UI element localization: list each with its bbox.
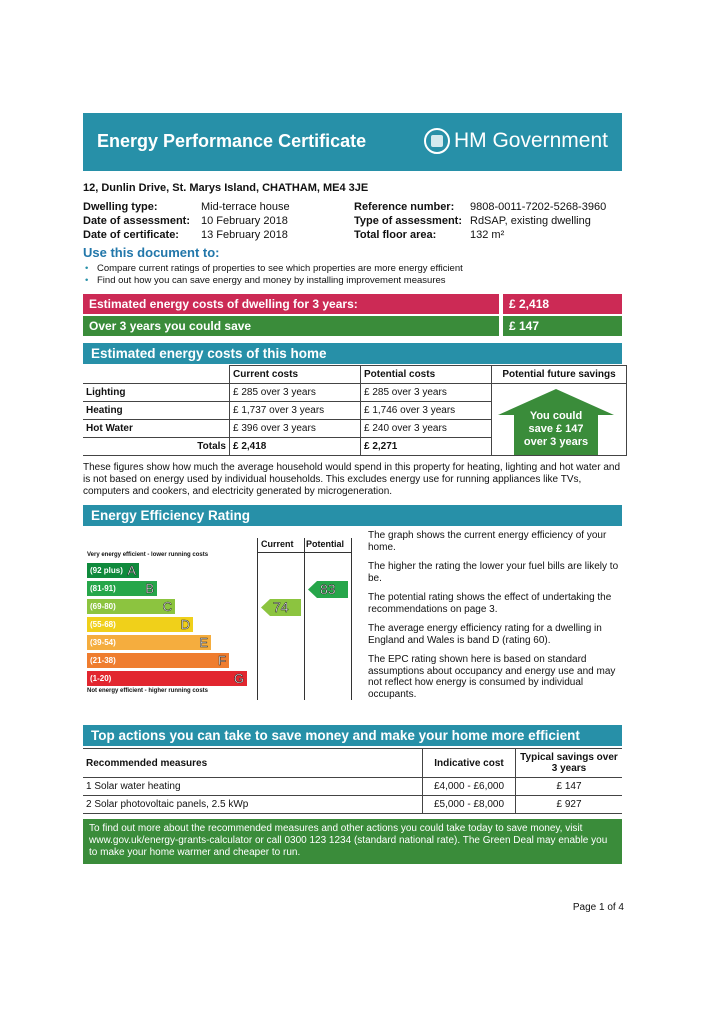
actions-section-heading: Top actions you can take to save money and make your home more efficient bbox=[83, 725, 622, 746]
col-current-costs: Current costs bbox=[230, 366, 361, 384]
floor-area-value: 132 m² bbox=[470, 229, 505, 241]
rating-paragraph: The graph shows the current energy efficiency of your home. bbox=[368, 530, 607, 553]
list-item: • Find out how you can save energy and money by installing improvement measures bbox=[83, 275, 463, 287]
certificate-title: Energy Performance Certificate bbox=[97, 131, 367, 151]
current-cost: £ 1,737 over 3 years bbox=[230, 402, 361, 420]
certificate-header bbox=[83, 113, 622, 171]
total-potential: £ 2,271 bbox=[361, 438, 492, 456]
table-row bbox=[83, 749, 622, 778]
band-range: (55-68) bbox=[90, 620, 116, 629]
potential-cost: £ 1,746 over 3 years bbox=[361, 402, 492, 420]
band-range: (69-80) bbox=[90, 602, 116, 611]
band-range: (92 plus) bbox=[90, 566, 123, 575]
arrow-text-2: save £ 147 bbox=[528, 423, 584, 435]
potential-column bbox=[303, 538, 352, 700]
potential-rating-marker-value: 83 bbox=[320, 581, 336, 597]
row-name: Hot Water bbox=[83, 420, 230, 438]
property-address: 12, Dunlin Drive, St. Marys Island, CHATHAM, ME4 3JE bbox=[83, 182, 369, 194]
estimated-costs-label: Estimated energy costs of dwelling for 3 years: bbox=[83, 294, 499, 314]
estimated-costs-bar bbox=[83, 294, 622, 314]
gov-label: HM Government bbox=[453, 129, 608, 152]
totals-label: Totals bbox=[83, 438, 230, 456]
reference-number-label: Reference number: bbox=[354, 201, 455, 213]
could-save-label: Over 3 years you could save bbox=[83, 316, 499, 336]
certificate-date-value: 13 February 2018 bbox=[201, 229, 288, 241]
estimated-costs-value: £ 2,418 bbox=[503, 294, 622, 314]
could-save-value: £ 147 bbox=[503, 316, 622, 336]
band-range: (39-54) bbox=[90, 638, 116, 647]
rating-paragraph: The average energy efficiency rating for a dwelling in England and Wales is band D (rating 60). bbox=[368, 623, 602, 646]
rating-paragraph: The higher the rating the lower your fuel bills are likely to be. bbox=[368, 561, 619, 584]
rating-paragraph: The EPC rating shown here is based on standard assumptions about occupancy and energy use and may not reflect how energy is consumed by individual occupants. bbox=[368, 654, 616, 700]
certificate-date-label: Date of certificate: bbox=[83, 229, 179, 241]
band-letter: C bbox=[162, 599, 172, 614]
col-indicative-cost: Indicative cost bbox=[423, 749, 516, 778]
assessment-type-value: RdSAP, existing dwelling bbox=[470, 215, 591, 227]
crest-icon bbox=[424, 128, 450, 154]
band-letter: G bbox=[233, 671, 244, 686]
total-current: £ 2,418 bbox=[230, 438, 361, 456]
current-column bbox=[257, 538, 305, 700]
band-range: (21-38) bbox=[90, 656, 116, 665]
assessment-date-value: 10 February 2018 bbox=[201, 215, 288, 227]
page-number: Page 1 of 4 bbox=[572, 902, 624, 913]
reference-number-value: 9808-0011-7202-5268-3960 bbox=[470, 201, 607, 213]
could-save-bar bbox=[83, 316, 622, 336]
table-row bbox=[83, 796, 622, 814]
assessment-date-label: Date of assessment: bbox=[83, 215, 190, 227]
floor-area-label: Total floor area: bbox=[354, 229, 437, 241]
table-row bbox=[83, 384, 627, 402]
rating-band-a bbox=[87, 563, 139, 578]
col-potential: Potential bbox=[306, 539, 345, 549]
rating-band-e bbox=[87, 635, 211, 650]
measure-name: 1 Solar water heating bbox=[83, 778, 423, 796]
costs-table bbox=[83, 365, 627, 456]
measure-name: 2 Solar photovoltaic panels, 2.5 kWp bbox=[83, 796, 423, 814]
measure-saving: £ 927 bbox=[516, 796, 623, 814]
energy-rating-chart bbox=[83, 530, 358, 700]
measure-saving: £ 147 bbox=[516, 778, 623, 796]
row-name: Heating bbox=[83, 402, 230, 420]
current-rating-marker-value: 74 bbox=[273, 599, 289, 615]
chart-bottom-label: Not energy efficient - higher running costs bbox=[87, 688, 209, 694]
rating-paragraph: The potential rating shows the effect of undertaking the recommendations on page 3. bbox=[368, 592, 612, 615]
dwelling-type-value: Mid-terrace house bbox=[201, 201, 290, 213]
rating-band-c bbox=[87, 599, 175, 614]
band-letter: B bbox=[145, 581, 154, 596]
current-rating-marker bbox=[261, 599, 301, 616]
rating-band-g bbox=[87, 671, 247, 686]
assessment-type-label: Type of assessment: bbox=[354, 215, 463, 227]
band-range: (1-20) bbox=[90, 674, 112, 683]
chart-top-label: Very energy efficient - lower running costs bbox=[87, 552, 209, 558]
col-typical-savings: Typical savings over 3 years bbox=[516, 749, 623, 778]
col-future-savings: Potential future savings bbox=[492, 366, 627, 384]
rating-band-d bbox=[87, 617, 193, 632]
band-range: (81-91) bbox=[90, 584, 116, 593]
band-letter: A bbox=[127, 563, 136, 578]
arrow-text-3: over 3 years bbox=[523, 436, 589, 448]
costs-note: These figures show how much the average household would spend in this property for heating, lighting and hot water and is not based on energy used by individual households. This excludes energy use for running appliances like TVs, computers and cookers, and electricity generated by microgeneration. bbox=[83, 462, 621, 497]
find-out-more-box: To find out more about the recommended measures and other actions you could take today to save money, visit www.gov.uk/energy-grants-calculator or call 0300 123 1234 (standard national rate). The Green Deal may enable you to make your home warmer and cheaper to run. bbox=[83, 819, 622, 864]
band-letter: F bbox=[218, 653, 226, 668]
current-cost: £ 396 over 3 years bbox=[230, 420, 361, 438]
hm-government-logo bbox=[424, 128, 608, 154]
table-row bbox=[83, 366, 627, 384]
band-letter: D bbox=[180, 617, 190, 632]
rating-explanation bbox=[368, 530, 623, 708]
arrow-text-1: You could bbox=[529, 410, 583, 422]
rating-band-b bbox=[87, 581, 157, 596]
col-recommended-measures: Recommended measures bbox=[83, 749, 423, 778]
row-name: Lighting bbox=[83, 384, 230, 402]
rating-band-f bbox=[87, 653, 229, 668]
col-potential-costs: Potential costs bbox=[361, 366, 492, 384]
col-current: Current bbox=[261, 539, 294, 549]
measure-cost: £4,000 - £6,000 bbox=[423, 778, 516, 796]
potential-cost: £ 285 over 3 years bbox=[361, 384, 492, 402]
current-cost: £ 285 over 3 years bbox=[230, 384, 361, 402]
use-document-list bbox=[83, 263, 463, 287]
savings-arrow-cell bbox=[492, 384, 627, 456]
measure-cost: £5,000 - £8,000 bbox=[423, 796, 516, 814]
table-row bbox=[83, 778, 622, 796]
potential-rating-marker bbox=[308, 581, 348, 598]
list-item: • Compare current ratings of properties to see which properties are more energy efficient bbox=[83, 263, 463, 275]
rating-section-heading: Energy Efficiency Rating bbox=[83, 505, 622, 526]
actions-table bbox=[83, 748, 622, 814]
use-document-heading: Use this document to: bbox=[83, 245, 220, 260]
band-letter: E bbox=[199, 635, 208, 650]
dwelling-type-label: Dwelling type: bbox=[83, 201, 158, 213]
potential-cost: £ 240 over 3 years bbox=[361, 420, 492, 438]
costs-section-heading: Estimated energy costs of this home bbox=[83, 343, 622, 364]
